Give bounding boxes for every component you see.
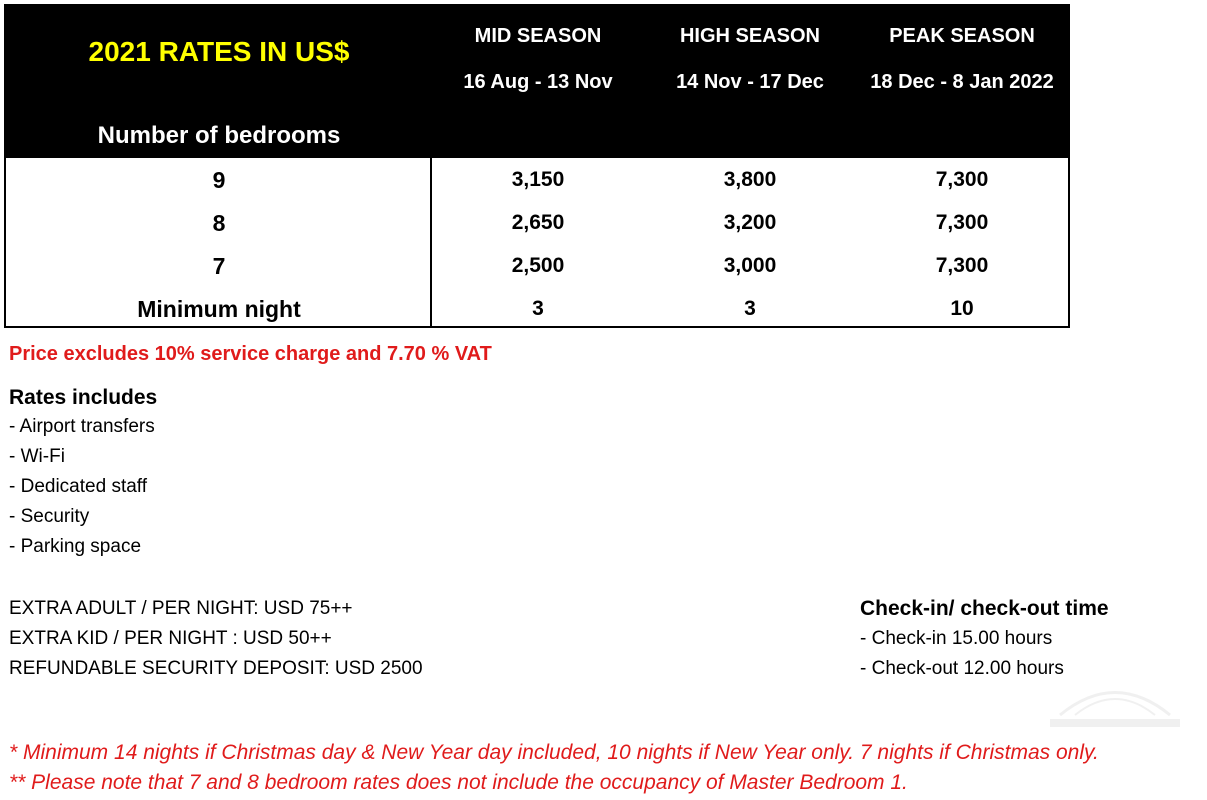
table-header: [6, 6, 1068, 158]
list-item: - Wi-Fi: [9, 446, 65, 467]
table-row: [6, 245, 1068, 287]
list-item: - Airport transfers: [9, 416, 155, 437]
rate-cell: 3,150: [511, 168, 565, 191]
checkin-checkout-section: [860, 594, 1109, 684]
footnote-minimum-nights: * Minimum 14 nights if Christmas day & New Year day included, 10 nights if New Year only. 7 nights if Christmas only.: [9, 741, 1099, 764]
watermark-logo-icon: [1040, 675, 1190, 735]
season-name: MID SEASON: [474, 25, 602, 47]
season-name: PEAK SEASON: [889, 25, 1035, 47]
rate-cell: 7,300: [935, 211, 989, 234]
checkin-time: - Check-in 15.00 hours: [860, 628, 1053, 649]
season-header-peak: [856, 24, 1068, 94]
season-dates: 18 Dec - 8 Jan 2022: [870, 71, 1054, 93]
table-row: [6, 202, 1068, 244]
extra-adult-charge: EXTRA ADULT / PER NIGHT: USD 75++: [9, 598, 353, 619]
table-row: [6, 159, 1068, 201]
rate-cell: 3,000: [723, 254, 777, 277]
table-row-minimum-night: [6, 288, 1068, 330]
season-dates: 16 Aug - 13 Nov: [463, 71, 613, 93]
minimum-night-cell: 3: [744, 297, 756, 320]
bedrooms-cell: 8: [212, 210, 226, 236]
season-header-mid: [432, 24, 644, 94]
rate-cell: 2,650: [511, 211, 565, 234]
rates-table: [4, 4, 1070, 328]
security-deposit: REFUNDABLE SECURITY DEPOSIT: USD 2500: [9, 658, 423, 679]
list-item: - Security: [9, 506, 90, 527]
minimum-night-cell: 10: [950, 297, 974, 320]
list-item: - Dedicated staff: [9, 476, 148, 497]
rate-cell: 3,800: [723, 168, 777, 191]
season-dates: 14 Nov - 17 Dec: [676, 71, 824, 93]
footnotes: [9, 738, 1099, 798]
rate-cell: 3,200: [723, 211, 777, 234]
minimum-night-label: Minimum night: [137, 296, 301, 322]
checkin-heading: Check-in/ check-out time: [860, 597, 1109, 620]
rate-cell: 7,300: [935, 168, 989, 191]
checkout-time: - Check-out 12.00 hours: [860, 658, 1064, 679]
price-exclusion-note: Price excludes 10% service charge and 7.70 % VAT: [9, 343, 492, 365]
rates-includes-section: [9, 384, 157, 562]
rate-cell: 7,300: [935, 254, 989, 277]
rates-includes-heading: Rates includes: [9, 386, 158, 409]
extra-charges-section: [9, 594, 423, 684]
season-name: HIGH SEASON: [679, 25, 821, 47]
footnote-master-bedroom: ** Please note that 7 and 8 bedroom rates does not include the occupancy of Master Bedroom 1.: [9, 771, 908, 794]
extra-kid-charge: EXTRA KID / PER NIGHT : USD 50++: [9, 628, 332, 649]
bedrooms-cell: 7: [212, 253, 226, 279]
rate-cell: 2,500: [511, 254, 565, 277]
bedrooms-cell: 9: [212, 167, 226, 193]
table-title: 2021 RATES IN US$: [88, 36, 350, 67]
season-header-high: [644, 24, 856, 94]
minimum-night-cell: 3: [532, 297, 544, 320]
list-item: - Parking space: [9, 536, 142, 557]
bedrooms-column-header: Number of bedrooms: [97, 122, 341, 149]
